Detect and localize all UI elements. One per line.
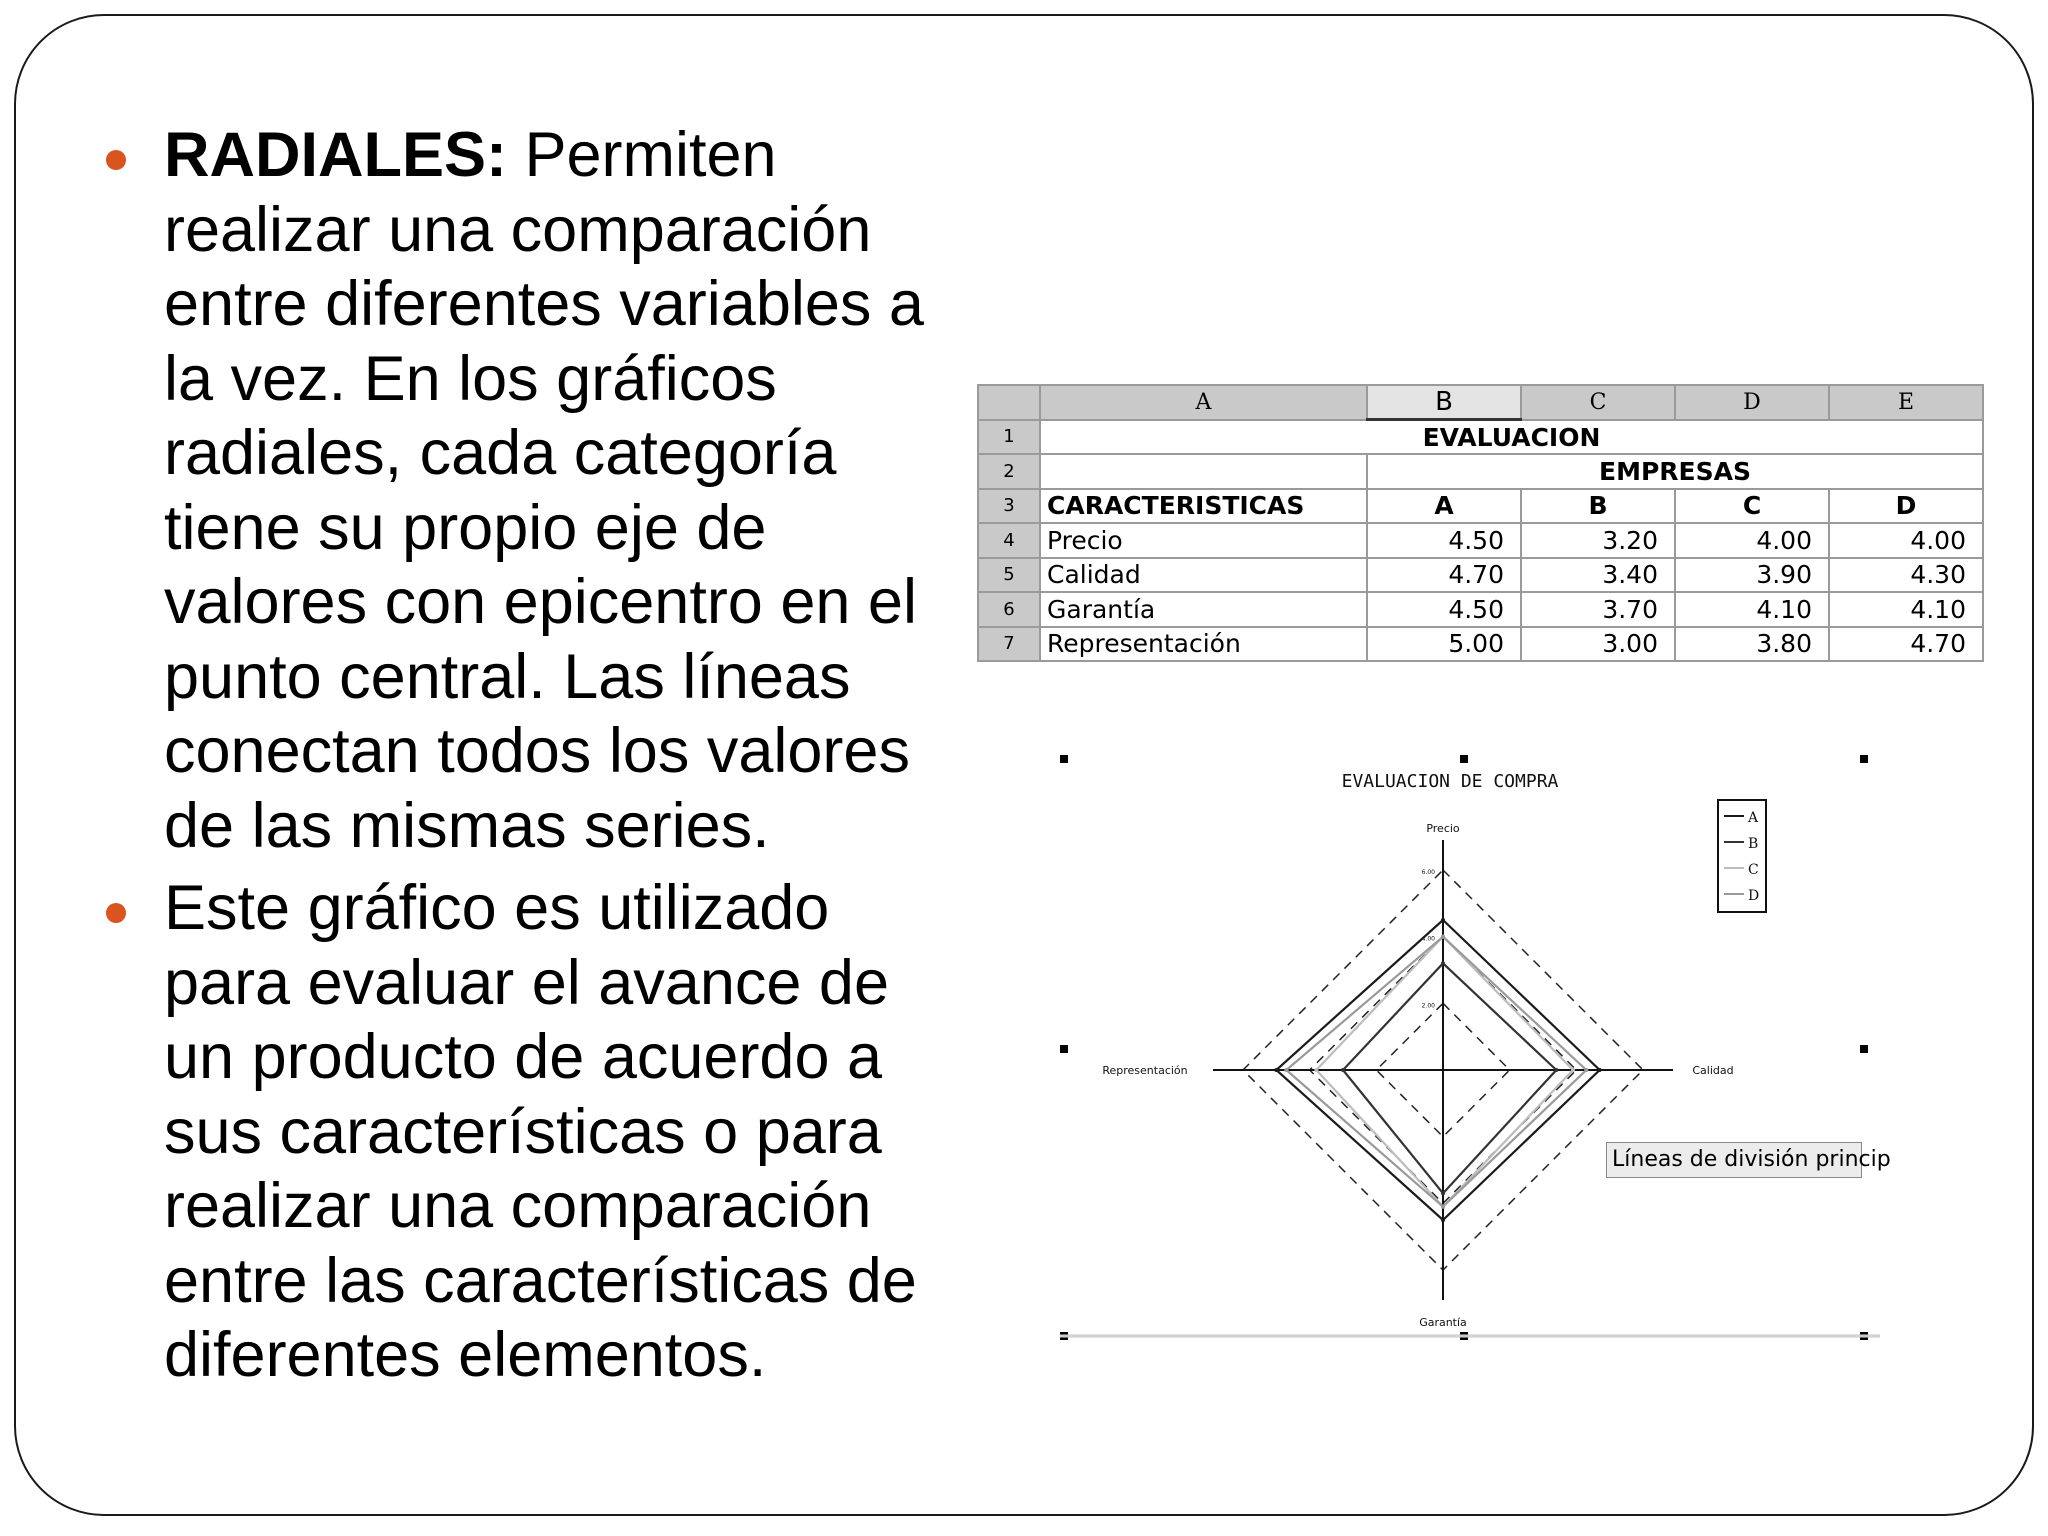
selection-handle: [1460, 755, 1468, 763]
value-cell[interactable]: 3.70: [1521, 592, 1675, 627]
radar-point: [1314, 1068, 1318, 1072]
legend-entry: C: [1748, 862, 1759, 878]
selection-handle: [1860, 1045, 1868, 1053]
radar-point: [1584, 1068, 1588, 1072]
value-cell[interactable]: 4.30: [1829, 558, 1983, 593]
radar-point: [1441, 1218, 1445, 1222]
value-cell[interactable]: 3.80: [1675, 627, 1829, 662]
bullet-uso: [98, 871, 968, 1393]
row-number[interactable]: 2: [978, 454, 1040, 489]
value-cell[interactable]: 4.10: [1829, 592, 1983, 627]
row-number[interactable]: 7: [978, 627, 1040, 662]
legend-entry: D: [1748, 888, 1760, 904]
radar-point: [1441, 961, 1445, 965]
col-header-c[interactable]: C: [1521, 385, 1675, 420]
radar-point: [1441, 918, 1445, 922]
bullet-text: Este gráfico es utilizado para evaluar el avance de un producto de acuerdo a sus características o para realizar una comparación entre las características de diferentes elementos.: [164, 873, 917, 1390]
label-cell[interactable]: Calidad: [1040, 558, 1367, 593]
radar-point: [1441, 1205, 1445, 1209]
radar-point: [1598, 1068, 1602, 1072]
row-number[interactable]: 1: [978, 420, 1040, 455]
value-cell[interactable]: 4.50: [1367, 592, 1521, 627]
characteristics-header-cell[interactable]: CARACTERISTICAS: [1040, 489, 1367, 524]
col-header-a[interactable]: A: [1040, 385, 1367, 420]
value-cell[interactable]: 4.70: [1367, 558, 1521, 593]
radar-point: [1554, 1068, 1558, 1072]
radar-point: [1441, 1191, 1445, 1195]
value-cell[interactable]: 4.00: [1675, 523, 1829, 558]
radar-tick-label: 4.00: [1421, 935, 1435, 943]
bullet-radiales: [98, 118, 968, 863]
selection-handle: [1060, 755, 1068, 763]
radar-chart[interactable]: [1060, 740, 1880, 1340]
row-number[interactable]: 4: [978, 523, 1040, 558]
value-cell[interactable]: 4.00: [1829, 523, 1983, 558]
bullet-text: Permiten realizar una comparación entre diferentes variables a la vez. En los gráficos radiales, cada categoría tiene su propio eje de valores con epicentro en el punto central. Las líneas conectan todos los valores de las mismas series.: [164, 120, 924, 861]
bullet-dot: [106, 150, 126, 170]
col-header-d[interactable]: D: [1675, 385, 1829, 420]
value-cell[interactable]: 5.00: [1367, 627, 1521, 662]
radar-point: [1274, 1068, 1278, 1072]
radar-point: [1284, 1068, 1288, 1072]
label-cell[interactable]: Representación: [1040, 627, 1367, 662]
corner-cell[interactable]: [978, 385, 1040, 420]
value-cell[interactable]: 3.90: [1675, 558, 1829, 593]
value-cell[interactable]: 4.50: [1367, 523, 1521, 558]
radar-category-label: Garantía: [1419, 1316, 1467, 1329]
radar-point: [1341, 1068, 1345, 1072]
radar-point: [1441, 935, 1445, 939]
chart-title: EVALUACION DE COMPRA: [1341, 771, 1559, 792]
empty-cell[interactable]: [1040, 454, 1367, 489]
companies-header-cell[interactable]: EMPRESAS: [1367, 454, 1983, 489]
bullet-lead: RADIALES:: [164, 120, 507, 190]
row-number[interactable]: 6: [978, 592, 1040, 627]
radar-tick-label: 2.00: [1421, 1002, 1435, 1010]
selection-handle: [1060, 1045, 1068, 1053]
radar-category-label: Precio: [1426, 822, 1460, 835]
value-cell[interactable]: 4.10: [1675, 592, 1829, 627]
label-cell[interactable]: Garantía: [1040, 592, 1367, 627]
radar-series-d: [1286, 937, 1586, 1207]
value-cell[interactable]: 3.40: [1521, 558, 1675, 593]
col-header-e[interactable]: E: [1829, 385, 1983, 420]
bullet-dot: [106, 903, 126, 923]
row-number[interactable]: 3: [978, 489, 1040, 524]
legend-entry: A: [1748, 810, 1759, 826]
sheet-title-cell[interactable]: EVALUACION: [1040, 420, 1983, 455]
radar-series-c: [1316, 937, 1573, 1207]
company-header-cell[interactable]: D: [1829, 489, 1983, 524]
selection-handle: [1860, 755, 1868, 763]
bullet-list: [98, 118, 968, 1401]
col-header-b[interactable]: B: [1367, 385, 1521, 420]
value-cell[interactable]: 3.20: [1521, 523, 1675, 558]
radar-point: [1571, 1068, 1575, 1072]
label-cell[interactable]: Precio: [1040, 523, 1367, 558]
company-header-cell[interactable]: C: [1675, 489, 1829, 524]
radar-category-label: Calidad: [1692, 1064, 1734, 1077]
company-header-cell[interactable]: A: [1367, 489, 1521, 524]
company-header-cell[interactable]: B: [1521, 489, 1675, 524]
gridline-tooltip: Líneas de división princip: [1606, 1142, 1862, 1178]
row-number[interactable]: 5: [978, 558, 1040, 593]
radar-tick-label: 6.00: [1421, 869, 1435, 876]
value-cell[interactable]: 3.00: [1521, 627, 1675, 662]
legend-entry: B: [1748, 836, 1759, 852]
value-cell[interactable]: 4.70: [1829, 627, 1983, 662]
spreadsheet-table: [977, 384, 1984, 662]
radar-category-label: Representación: [1102, 1064, 1188, 1077]
